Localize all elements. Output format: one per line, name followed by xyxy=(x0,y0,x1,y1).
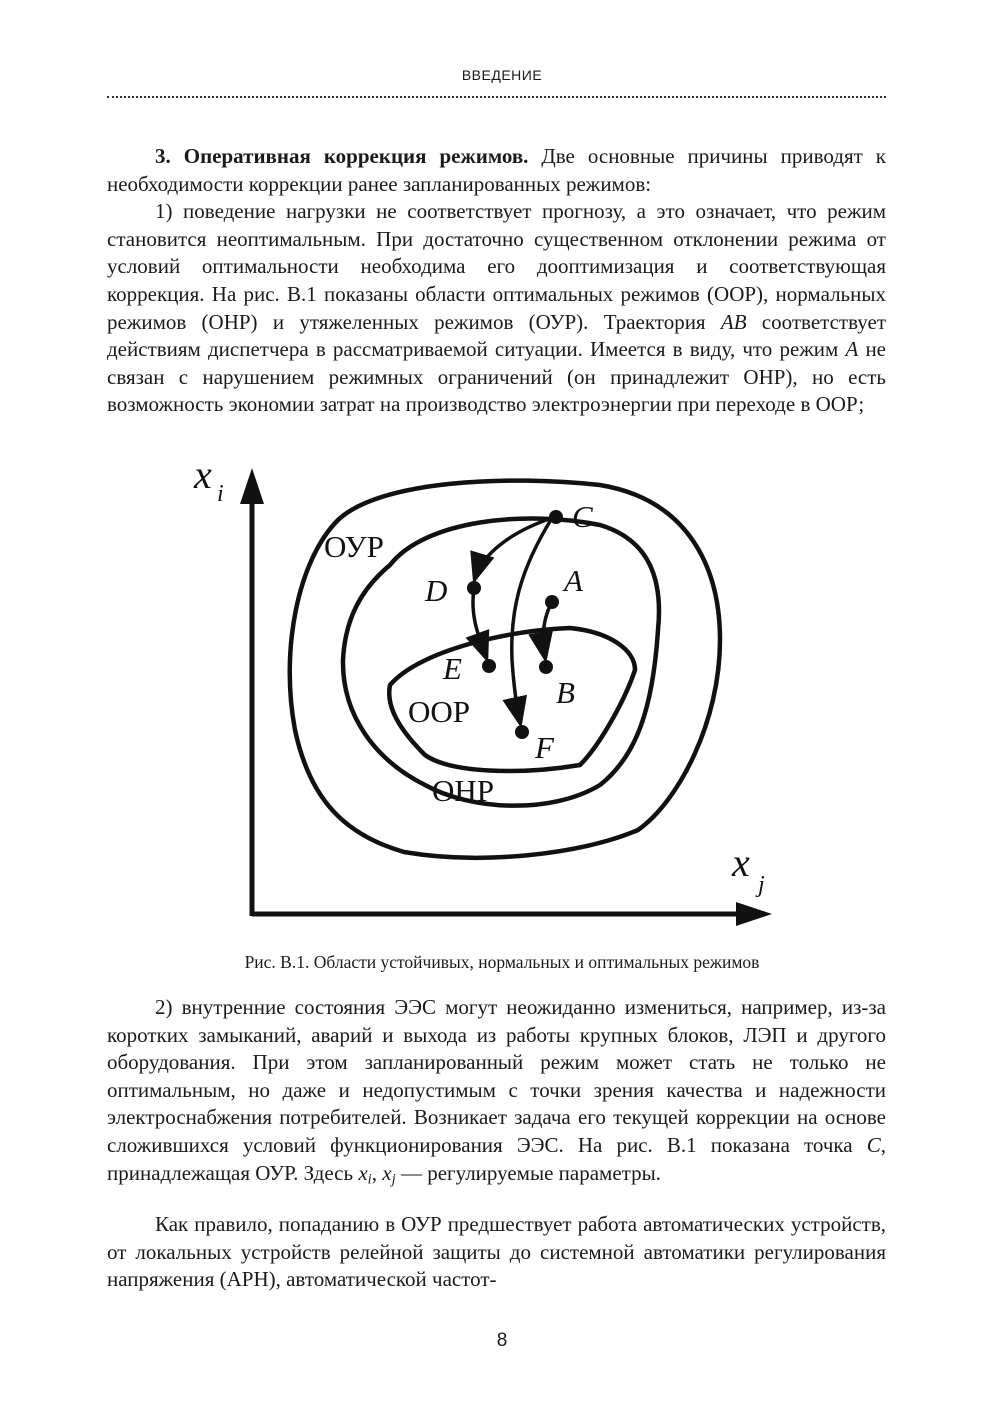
var-xi: x xyxy=(358,1160,368,1185)
var-xj-sub: j xyxy=(391,1171,396,1188)
point-f-label: F xyxy=(535,730,554,765)
regime-a: A xyxy=(845,337,859,362)
item-2 xyxy=(107,994,886,1194)
var-xj: x xyxy=(382,1160,392,1185)
item-1-text: не связан с нарушением режимных ограничений (он принадлежит ОНР), но есть возможность экономии затрат на производство электроэнергии при переходе в ООР; xyxy=(107,337,887,417)
trajectory-ab: AB xyxy=(720,309,747,334)
point-b xyxy=(539,660,553,674)
section-3-intro xyxy=(107,143,886,198)
point-b-label: B xyxy=(556,675,575,710)
section-3-text xyxy=(107,143,886,419)
y-axis-label: x xyxy=(194,460,212,497)
trajectory-d-e xyxy=(473,588,486,657)
point-a-label: A xyxy=(564,563,583,598)
x-axis-arrow-icon xyxy=(736,902,772,926)
point-d xyxy=(467,581,481,595)
x-axis-label: x xyxy=(732,840,750,885)
point-d-label: D xyxy=(425,573,448,608)
x-axis-subscript: j xyxy=(758,872,765,898)
point-c-ref: C xyxy=(866,1132,881,1157)
item-1-text: соответствует действиям диспетчера в рассматриваемой ситуации. Имеется в виду, что режим xyxy=(107,309,886,362)
item-1-text: 1) поведение нагрузки не соответствует прогнозу, а это означает, что режим становится неоптимальным. При достаточно существенном отклонении режима от условий оптимальности необходима его дооптимизация и соответствующая коррекция. На рис. В.1 показаны области оптимальных режимов (ООР), нормальных режимов (ОНР) и утяжеленных режимов (ОУР). Траектория xyxy=(107,199,886,334)
var-separator: , xyxy=(371,1160,383,1185)
region-onr-label: ОНР xyxy=(432,773,495,808)
point-f xyxy=(515,725,529,739)
item-1 xyxy=(107,198,886,419)
header-divider xyxy=(107,96,886,98)
section-heading: 3. Оперативная коррекция режимов. xyxy=(155,144,529,168)
item-2-text: , принадлежащая ОУР. Здесь xyxy=(107,1132,886,1185)
regions-diagram xyxy=(180,460,800,940)
var-xi-sub: i xyxy=(367,1171,372,1188)
item-2-paragraph xyxy=(107,994,886,1194)
paragraph-3 xyxy=(107,1211,886,1294)
figure-regions xyxy=(180,460,800,940)
item-2-text: — регулируемые параметры. xyxy=(395,1160,661,1185)
region-onr-boundary xyxy=(343,518,659,805)
region-oor-label: ООР xyxy=(408,694,471,729)
point-e-label: E xyxy=(443,651,462,686)
figure-caption: Рис. В.1. Области устойчивых, нормальных и оптимальных режимов xyxy=(244,952,760,972)
item-2-text: 2) внутренние состояния ЭЭС могут неожиданно измениться, например, из-за коротких замыканий, аварий и выхода из работы крупных блоков, ЛЭП и другого оборудования. При этом запланированный режим может стать не только не оптимальным, но даже и недопустимым с точки зрения качества и надежности электроснабжения потребителей. Возникает задача его текущей коррекции на основе сложившихся условий функционирования ЭЭС. На рис. В.1 показана точка xyxy=(107,995,886,1157)
point-c-label: C xyxy=(572,499,593,534)
page-number: 8 xyxy=(496,1330,508,1351)
trajectory-c-d xyxy=(475,518,552,578)
running-head: ВВЕДЕНИЕ xyxy=(461,67,543,83)
paragraph-3-text: Как правило, попаданию в ОУР предшествует работа автоматических устройств, от локальных устройств релейной защиты до системной автоматики регулирования напряжения (АРН), автоматической частот- xyxy=(107,1212,886,1292)
point-a xyxy=(545,595,559,609)
point-e xyxy=(482,659,496,673)
point-c xyxy=(549,510,563,524)
region-oyr-label: ОУР xyxy=(324,529,384,564)
y-axis-subscript: i xyxy=(217,481,224,507)
y-axis-arrow-icon xyxy=(240,468,264,504)
intro-text: Две основные причины приводят к необходимости коррекции ранее запланированных режимов: xyxy=(107,144,886,196)
